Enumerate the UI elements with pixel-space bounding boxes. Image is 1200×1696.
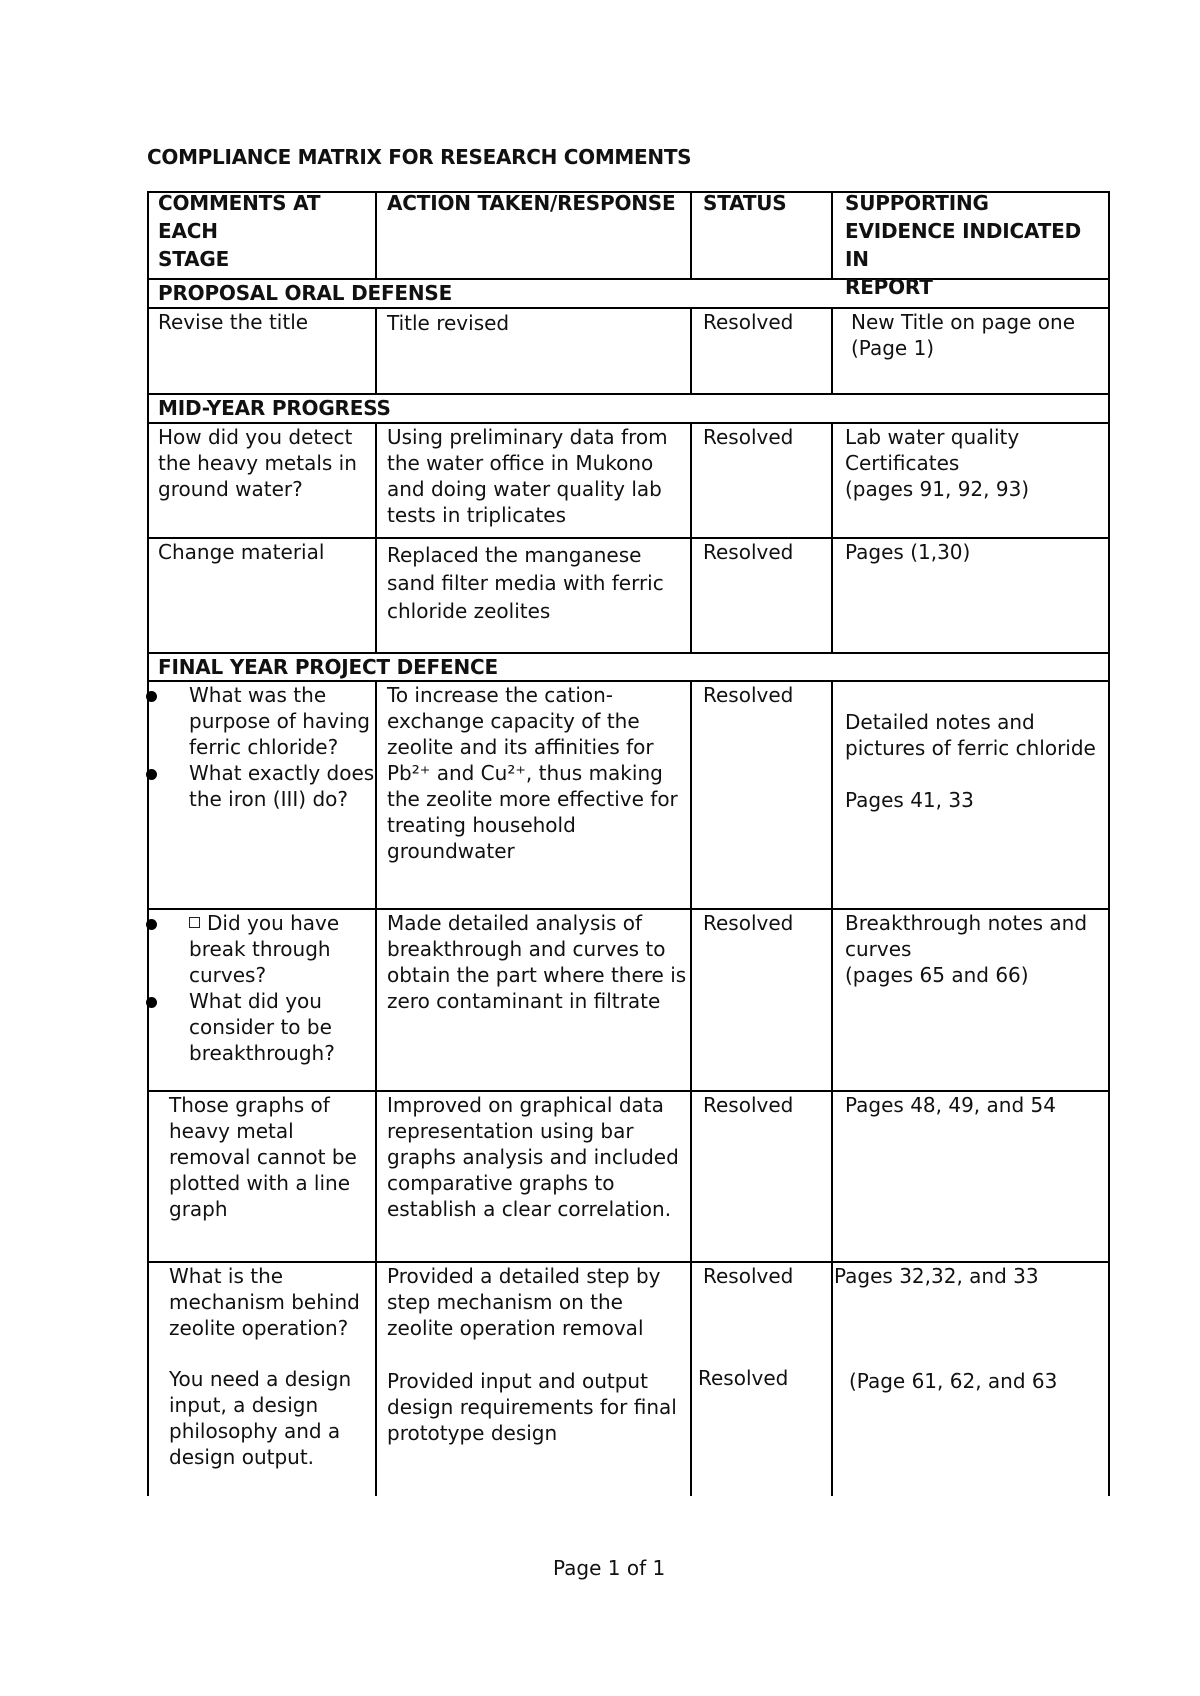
row-3-action: Replaced the manganese sand filter media with ferric chloride zeolites	[387, 543, 664, 623]
row-7-action: Provided a detailed step by step mechanism on the zeolite operation removal	[387, 1264, 661, 1340]
row-1-evidence: New Title on page one (Page 1)	[851, 310, 1075, 360]
row-8-status: Resolved	[698, 1366, 789, 1390]
list-item-text: What was the purpose of having ferric chloride?	[189, 683, 370, 759]
row-5-comment	[147, 910, 375, 1085]
row-3-evidence: Pages (1,30)	[845, 540, 971, 564]
row-7-comment: What is the mechanism behind zeolite operation?	[169, 1264, 360, 1340]
bullet-icon	[146, 919, 157, 930]
row-2-comment: How did you detect the heavy metals in ground water?	[158, 425, 357, 501]
list-item-text: What did you consider to be breakthrough?	[189, 989, 335, 1065]
row-4-evidence: Detailed notes and pictures of ferric chloride Pages 41, 33	[845, 710, 1096, 812]
row-8-evidence: (Page 61, 62, and 63	[849, 1369, 1058, 1393]
row-2-evidence: Lab water quality Certificates (pages 91, 92, 93)	[845, 425, 1030, 501]
document-title: COMPLIANCE MATRIX FOR RESEARCH COMMENTS	[147, 145, 692, 169]
row-7-status: Resolved	[703, 1264, 794, 1288]
row-8-action: Provided input and output design requirements for final prototype design	[387, 1369, 677, 1445]
row-1-comment: Revise the title	[158, 310, 309, 334]
bullet-icon	[146, 769, 157, 780]
row-4-comment	[147, 682, 375, 902]
row-3-comment: Change material	[158, 540, 325, 564]
bullet-icon	[146, 691, 157, 702]
row-6-action: Improved on graphical data representation using bar graphs analysis and included comparative graphs to establish a clear correlation.	[387, 1093, 679, 1221]
section-proposal-oral-defense: PROPOSAL ORAL DEFENSE	[158, 281, 453, 305]
row-2-status: Resolved	[703, 425, 794, 449]
section-mid-year-progress: MID-YEAR PROGRESS	[158, 396, 391, 420]
header-action: ACTION TAKEN/RESPONSE	[387, 191, 676, 215]
row-2-action: Using preliminary data from the water office in Mukono and doing water quality lab tests in triplicates	[387, 425, 668, 527]
row-5-action: Made detailed analysis of breakthrough and curves to obtain the part where there is zero contaminant in filtrate	[387, 911, 687, 1013]
header-status: STATUS	[703, 191, 787, 215]
row-6-status: Resolved	[703, 1093, 794, 1117]
row-1-status: Resolved	[703, 310, 794, 334]
section-final-year-project-defence: FINAL YEAR PROJECT DEFENCE	[158, 655, 498, 679]
row-4-status: Resolved	[703, 683, 794, 707]
row-5-status: Resolved	[703, 911, 794, 935]
row-5-evidence: Breakthrough notes and curves (pages 65 and 66)	[845, 911, 1088, 987]
row-6-comment: Those graphs of heavy metal removal cannot be plotted with a line graph	[169, 1093, 357, 1221]
list-item-text: What exactly does the iron (III) do?	[189, 761, 375, 811]
bullet-icon	[146, 997, 157, 1008]
compliance-table	[147, 191, 1110, 1496]
row-1-action: Title revised	[387, 311, 510, 335]
header-evidence: SUPPORTING EVIDENCE INDICATED IN REPORT	[845, 191, 1082, 299]
page-number: Page 1 of 1	[553, 1556, 666, 1580]
row-6-evidence: Pages 48, 49, and 54	[845, 1093, 1056, 1117]
row-8-comment: You need a design input, a design philosophy and a design output.	[169, 1367, 352, 1469]
row-7-evidence: Pages 32,32, and 33	[834, 1264, 1039, 1288]
row-3-status: Resolved	[703, 540, 794, 564]
list-item-text: Did you have break through curves?	[189, 911, 340, 987]
row-4-action: To increase the cation- exchange capacity of the zeolite and its affinities for Pb²⁺ and Cu²⁺, thus making the zeolite more effective for treating household groundwater	[387, 683, 678, 863]
header-comments: COMMENTS AT EACH STAGE	[158, 191, 321, 271]
